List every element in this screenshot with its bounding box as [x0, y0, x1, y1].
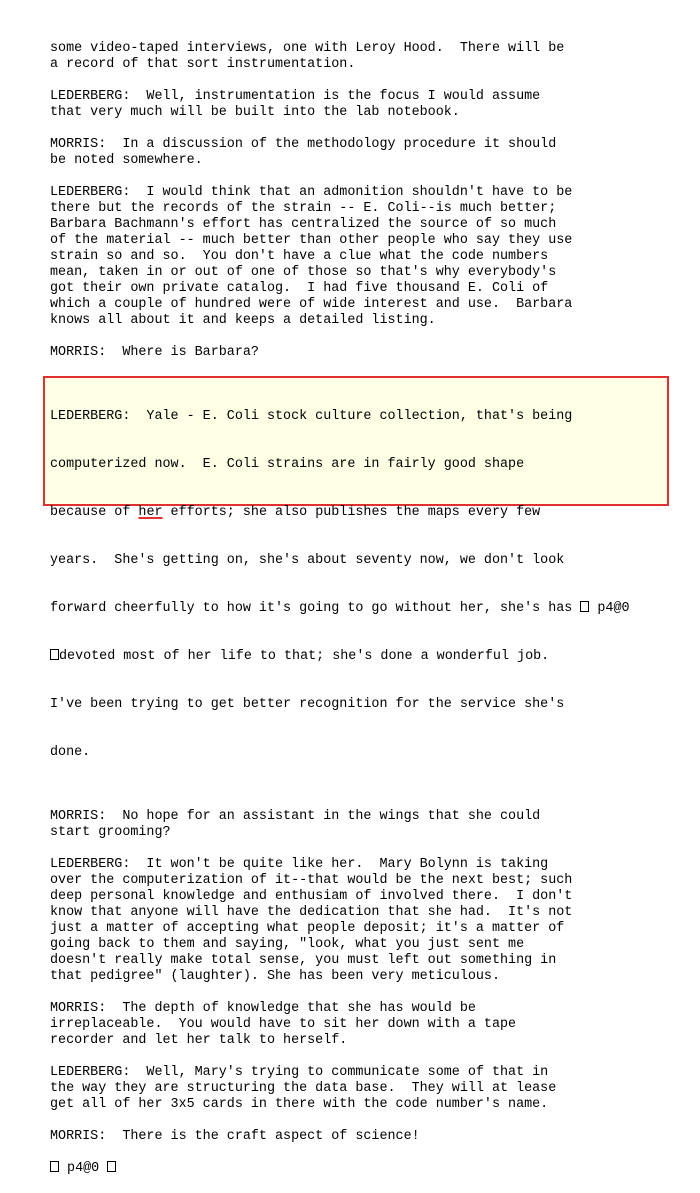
underlined-word: her [138, 505, 163, 520]
text-line: that pedigree" (laughter). She has been very meticulous. [50, 969, 500, 984]
text-line: MORRIS: There is the craft aspect of science! [50, 1129, 420, 1144]
footer-page-marker [50, 1161, 690, 1177]
page-marker: p4@0 [589, 601, 630, 616]
hl-line-3-before: because of [50, 505, 139, 520]
paragraph [50, 1001, 690, 1049]
text-line: of the material -- much better than other people who say they use [50, 233, 573, 248]
text-line: Barbara Bachmann's effort has centralized the source of so much [50, 217, 557, 232]
text-line: some video-taped interviews, one with Leroy Hood. There will be [50, 41, 565, 56]
text-line: LEDERBERG: I would think that an admonition shouldn't have to be [50, 185, 573, 200]
text-line: irreplaceable. You would have to sit her down with a tape [50, 1017, 517, 1032]
text-line: MORRIS: In a discussion of the methodology procedure it should [50, 137, 557, 152]
paragraph [50, 345, 690, 361]
missing-glyph-icon [107, 1161, 116, 1172]
text-line: doesn't really make total sense, you must left out something in [50, 953, 557, 968]
text-line: LEDERBERG: Well, Mary's trying to communicate some of that in [50, 1065, 549, 1080]
hl-line-5-text: forward cheerfully to how it's going to go without her, she's has [50, 601, 581, 616]
hl-line-7: I've been trying to get better recognition for the service she's [50, 697, 565, 712]
hl-line-8: done. [50, 745, 91, 760]
text-line: get all of her 3x5 cards in there with the code number's name. [50, 1097, 549, 1112]
text-line: over the computerization of it--that would be the next best; such [50, 873, 573, 888]
paragraphs-after [50, 809, 690, 1145]
text-line: LEDERBERG: It won't be quite like her. Mary Bolynn is taking [50, 857, 549, 872]
missing-glyph-icon [580, 601, 589, 612]
hl-line-3-after: efforts; she also publishes the maps every few [162, 505, 541, 520]
text-line: LEDERBERG: Well, instrumentation is the focus I would assume [50, 89, 541, 104]
text-line: strain so and so. You don't have a clue what the code numbers [50, 249, 549, 264]
paragraph [50, 41, 690, 73]
hl-line-2: computerized now. E. Coli strains are in fairly good shape [50, 457, 525, 472]
text-line: there but the records of the strain -- E. Coli--is much better; [50, 201, 557, 216]
text-line: just a matter of accepting what people deposit; it's a matter of [50, 921, 565, 936]
footer-marker-text: p4@0 [59, 1161, 108, 1176]
paragraph [50, 89, 690, 121]
hl-line-3 [50, 505, 690, 521]
text-line: start grooming? [50, 825, 171, 840]
text-line: MORRIS: No hope for an assistant in the wings that she could [50, 809, 541, 824]
highlighted-paragraph [50, 377, 690, 793]
text-line: got their own private catalog. I had five thousand E. Coli of [50, 281, 549, 296]
hl-line-6 [50, 649, 690, 665]
paragraph [50, 185, 690, 329]
text-line: mean, taken in or out of one of those so that's why everybody's [50, 265, 557, 280]
hl-line-6-text: devoted most of her life to that; she's done a wonderful job. [59, 649, 550, 664]
hl-line-1: LEDERBERG: Yale - E. Coli stock culture collection, that's being [50, 409, 573, 424]
paragraph [50, 137, 690, 169]
text-line: know that anyone will have the dedication that she had. It's not [50, 905, 573, 920]
text-line: MORRIS: The depth of knowledge that she has would be [50, 1001, 476, 1016]
paragraph [50, 1065, 690, 1113]
text-line: be noted somewhere. [50, 153, 203, 168]
text-line: recorder and let her talk to herself. [50, 1033, 348, 1048]
transcript-page [50, 41, 690, 1193]
missing-glyph-icon [50, 1161, 59, 1172]
text-line: the way they are structuring the data base. They will at lease [50, 1081, 557, 1096]
hl-line-4: years. She's getting on, she's about seventy now, we don't look [50, 553, 565, 568]
paragraph [50, 857, 690, 985]
text-line: which a couple of hundred were of wide interest and use. Barbara [50, 297, 573, 312]
paragraphs-before [50, 41, 690, 361]
text-line: knows all about it and keeps a detailed listing. [50, 313, 436, 328]
hl-line-5 [50, 601, 690, 617]
text-line: MORRIS: Where is Barbara? [50, 345, 259, 360]
text-line: going back to them and saying, "look, what you just sent me [50, 937, 525, 952]
paragraph [50, 1129, 690, 1145]
missing-glyph-icon [50, 649, 59, 660]
text-line: that very much will be built into the lab notebook. [50, 105, 460, 120]
paragraph [50, 809, 690, 841]
text-line: deep personal knowledge and enthusiam of involved there. I don't [50, 889, 573, 904]
text-line: a record of that sort instrumentation. [50, 57, 356, 72]
